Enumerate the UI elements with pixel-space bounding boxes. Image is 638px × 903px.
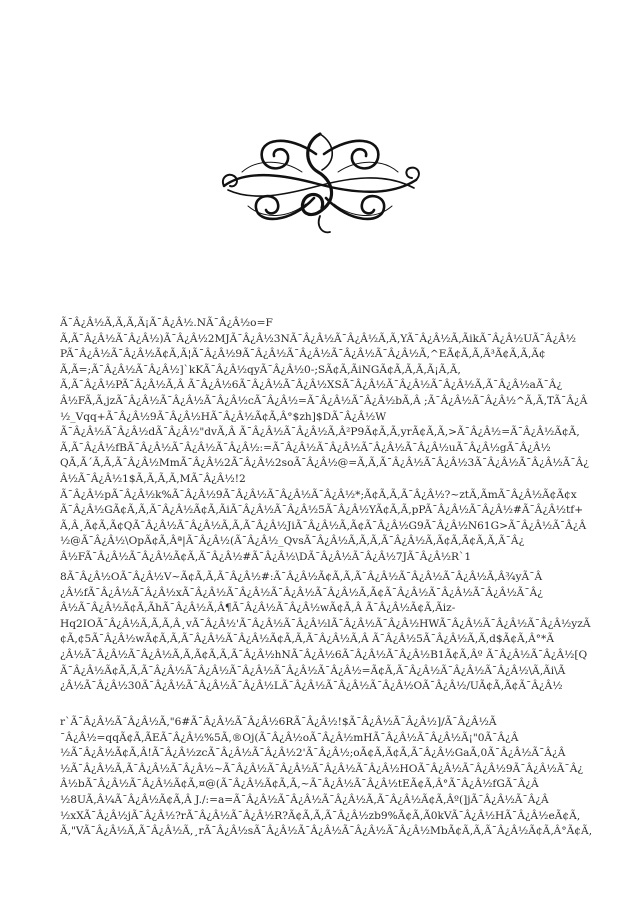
paragraph-2 bbox=[60, 570, 592, 695]
text-line: ¢Ã‚¢5Ã¯Â¿Â½wÃ¢Ã‚Ã‚Ã¯Â¿Â½Ã¯Â¿Â½Ã¢Ã‚Ã‚Ã¯Â¿Â½Ã‚Â Ã¯Â¿Â½5Ã¯Â¿Â½Ã‚Ã‚d$Ã¢Ã‚Â°*Ã bbox=[60, 633, 554, 646]
text-line: PÃ¯Â¿Â½Ã¯Â¿Â½Ã¢Ã‚Ã¦Ã¯Â¿Â½9Ã¯Â¿Â½Ã¯Â¿Â½Ã¯Â¿Â½Ã¯Â¿Â½Ã‚^EÃ¢Ã‚Ã‚Ã³Ã¢Ã‚Ã‚Ã¢ bbox=[60, 348, 546, 361]
text-line: Ã‚Ã¯Â¿Â½Ã¯Â¿Â½)Ã¯Â¿Â½2MJÃ¯Â¿Â½3NÃ¯Â¿Â½Ã¯Â¿Â½Ã‚Ã‚YÃ¯Â¿Â½Ã‚ÃikÃ¯Â¿Â½UÃ¯Â¿Â½ bbox=[60, 332, 577, 345]
text-line: 8Ã¯Â¿Â½OÃ¯Â¿Â½V~Ã¢Ã‚Ã‚Ã¯Â¿Â½#:Ã¯Â¿Â½Ã¢Ã‚Ã‚Ã¯Â¿Â½Ã¯Â¿Â½Ã¯Â¿Â½Ã‚Â¾yÃ¯Â bbox=[60, 571, 543, 583]
paragraph-1 bbox=[60, 316, 592, 566]
text-line: ½xXÃ¯Â¿Â½jÃ¯Â¿Â½?rÃ¯Â¿Â½Ã¯Â¿Â½R?Ã¢Ã‚Ã‚Ã¯Â¿Â½zb9%Ã¢Ã‚Ã0kVÃ¯Â¿Â½HÃ¯Â¿Â½eÃ¢Ã‚ bbox=[60, 809, 581, 822]
text-line: ¿Â½Ã¯Â¿Â½30Ã¯Â¿Â½Ã¯Â¿Â½Ã¯Â¿Â½LÃ¯Â¿Â½Ã¯Â¿Â½Ã¯Â¿Â½OÃ¯Â¿Â½/UÃ¢Ã‚Ã¢Ã¯Â¿Â½ bbox=[60, 680, 563, 693]
calligraphic-flourish-icon bbox=[218, 128, 423, 238]
text-line: Hq2IOÃ¯Â¿Â½Ã‚Ã‚Ã‚Â¸vÃ¯Â¿Â½'Ã¯Â¿Â½Ã¯Â¿Â½lÃ¯Â¿Â½Ã¯Â¿Â½HWÃ¯Â¿Â½Ã¯Â¿Â½Ã¯Â¿Â½yzÃ bbox=[60, 617, 591, 630]
text-line: Ã‚"VÃ¯Â¿Â½Ã‚Ã¯Â¿Â½Ã‚¸rÃ¯Â¿Â½sÃ¯Â¿Â½Ã¯Â¿Â½Ã¯Â¿Â½Ã¯Â¿Â½MbÃ¢Ã‚Ã‚Ã¯Â¿Â½Ã¢Ã‚Â°Ã¢Ã‚ bbox=[60, 825, 592, 838]
text-line: Ã‚Ã¯Â¿Â½PÃ¯Â¿Â½Ã‚Â Ã¯Â¿Â½6Ã¯Â¿Â½Ã¯Â¿Â½XSÃ¯Â¿Â½Ã¯Â¿Â½Ã¯Â¿Â½Ã‚Ã¯Â¿Â½aÃ¯Â¿ bbox=[60, 379, 563, 392]
text-line: Ã¯Â¿Â½GÃ¢Ã‚Ã‚Ã¯Â¿Â½Ã¢Ã‚ÃiÃ¯Â¿Â½Ã¯Â¿Â½5Ã¯Â¿Â½YÃ¢Ã‚Ã‚pPÃ¯Â¿Â½Ã¯Â¿Â½#Ã¯Â¿Â½tf+ bbox=[60, 504, 584, 517]
text-line: Ã‚Ã=;Ã¯Â¿Â½Ã¯Â¿Â½]`kKÃ¯Â¿Â½qyÃ¯Â¿Â½0-;SÃ¢Ã‚ÃiNGÃ¢Ã‚Ã‚Ã‚Ã¡Ã‚Ã‚ bbox=[60, 363, 461, 376]
text-line: Ã‚Â¸Ã¢Ã‚Ã¢QÃ¯Â¿Â½Ã¯Â¿Â½Ã‚Ã‚Ã¯Â¿Â½JiÃ¯Â¿Â½Ã‚Ã¢Ã¯Â¿Â½G9Ã¯Â¿Â½N61G>Ã¯Â¿Â½Ã¯Â¿Â bbox=[60, 519, 587, 532]
text-line: Â½Ã¯Â¿Â½1$Ã‚Ã‚Ã‚Ã‚MÃ¯Â¿Â½!2 bbox=[60, 472, 246, 485]
paragraph-3 bbox=[60, 715, 592, 840]
text-line: Ã¯Â¿Â½Ã¢Ã‚Ã‚Ã¯Â¿Â½Ã¯Â¿Â½Ã¯Â¿Â½Ã¯Â¿Â½Ã¯Â¿Â½=Ã¢Ã‚Ã¯Â¿Â½Ã¯Â¿Â½Ã¯Â¿Â½\Ã‚Ãi\Ã bbox=[60, 664, 566, 677]
text-line: Ã¯Â¿Â½Ã‚Ã‚Ã‚Ã¡Ã¯Â¿Â½.NÃ¯Â¿Â½o=F bbox=[60, 317, 273, 329]
text-line: Â½bÃ¯Â¿Â½Ã¯Â¿Â½Ã¢Ã‚¤@(Ã¯Â¿Â½Ã¢Ã‚Ã‚~Ã¯Â¿Â½Ã¯Â¿Â½tEÃ¢Ã‚Â°Ã¯Â¿Â½fGÃ¯Â¿Â bbox=[60, 778, 539, 791]
text-line: Ã‚Ã¯Â¿Â½fBÃ¯Â¿Â½Ã¯Â¿Â½Ã¯Â¿Â½:=Ã¯Â¿Â½Ã¯Â¿Â½Ã¯Â¿Â½Ã¯Â¿Â½uÃ¯Â¿Â½gÃ¯Â¿Â½ bbox=[60, 441, 551, 454]
text-line: ¿Â½fÃ¯Â¿Â½Ã¯Â¿Â½xÃ¯Â¿Â½Ã¯Â¿Â½Ã¯Â¿Â½Ã¯Â¿Â½Ã‚Ã¢Ã¯Â¿Â½Ã¯Â¿Â½Ã¯Â¿Â½Ã¯Â¿ bbox=[60, 586, 543, 599]
text-line: ½Ã¯Â¿Â½Ã‚Ã¯Â¿Â½Ã¯Â¿Â½~Ã¯Â¿Â½Ã¯Â¿Â½Ã¯Â¿Â½Ã¯Â¿Â½HOÃ¯Â¿Â½Ã¯Â¿Â½9Ã¯Â¿Â½Ã¯Â¿ bbox=[60, 762, 584, 775]
text-line: Ã¯Â¿Â½Ã¯Â¿Â½dÃ¯Â¿Â½"dvÃ‚Â Ã¯Â¿Â½Ã¯Â¿Â½Ã‚Â²P9Ã¢Ã‚Ã‚yrÃ¢Ã‚Ã‚>Ã¯Â¿Â½=Ã¯Â¿Â½Ã¢Ã‚ bbox=[60, 426, 580, 439]
text-line: ½@Ã¯Â¿Â½\OpÃ¢Ã‚Âª|Ã¯Â¿Â½(Ã¯Â¿Â½_QvsÃ¯Â¿Â½Ã‚Ã‚Ã‚Ã¯Â¿Â½Ã‚Ã¢Ã‚Ã¢Ã‚Ã‚Ã¯Â¿ bbox=[60, 535, 525, 548]
text-line: ¿Â½Ã¯Â¿Â½Ã¯Â¿Â½Ã‚Ã‚Ã¢Ã‚Ã‚Ã¯Â¿Â½hNÃ¯Â¿Â½6Ã¯Â¿Â½Ã¯Â¿Â½B1Ã¢Ã‚Âº Ã¯Â¿Â½Ã¯Â¿Â½[Q bbox=[60, 648, 588, 661]
text-line: Â½FÃ¯Â¿Â½Ã¯Â¿Â½Ã¢Ã‚Ã¯Â¿Â½#Ã¯Â¿Â½\DÃ¯Â¿Â½Ã¯Â¿Â½7JÃ¯Â¿Â½R`1 bbox=[60, 550, 472, 563]
text-line: Ã¯Â¿Â½pÃ¯Â¿Â½k%Ã¯Â¿Â½9Ã¯Â¿Â½Ã¯Â¿Â½Ã¯Â¿Â½*;Ã¢Ã‚Ã‚Ã¯Â¿Â½?~ztÃ‚ÃmÃ¯Â¿Â½Ã¢Ã¢x bbox=[60, 488, 577, 501]
text-line: Â½Ã¯Â¿Â½Ã¢Ã‚ÃhÃ¯Â¿Â½Ã‚Â¶Ã¯Â¿Â½Ã¯Â¿Â½wÃ¢Ã‚Â Ã¯Â¿Â½Ã¢Ã‚Ãiz- bbox=[60, 602, 456, 615]
text-line: Â½FÃ‚Ã‚jzÃ¯Â¿Â½Ã¯Â¿Â½Ã¯Â¿Â½cÃ¯Â¿Â½=Ã¯Â¿Â½Ã¯Â¿Â½bÃ‚Â ;Ã¯Â¿Â½Ã¯Â¿Â½^Ã‚Ã‚TÃ¯Â¿Â bbox=[60, 394, 588, 407]
text-line: ½8UÃ‚Â¼Ã¯Â¿Â½Ã¢Ã‚Â J./:=a=Ã¯Â¿Â½Ã¯Â¿Â½Ã¯Â¿Â½Ã‚Ã¯Â¿Â½Ã¢Ã‚Âº(]jÃ¯Â¿Â½Ã¯Â¿Â bbox=[60, 793, 549, 806]
text-line: ¯Â¿Â½=qqÃ¢Ã‚ÃEÃ¯Â¿Â½%5Ã‚®Oj(Ã¯Â¿Â½oÃ¯Â¿Â½mHÃ¯Â¿Â½Ã¯Â¿Â½Ã¡"0Ã¯Â¿Â bbox=[60, 731, 519, 744]
text-line: QÃ‚Ã´Ã‚Ã‚Ã¯Â¿Â½MmÃ¯Â¿Â½2Ã¯Â¿Â½2soÃ¯Â¿Â½@=Ã‚Ã‚Ã¯Â¿Â½Ã¯Â¿Â½3Ã¯Â¿Â½Ã¯Â¿Â½Ã¯Â¿ bbox=[60, 457, 589, 470]
text-line: ½_Vqq+Ã¯Â¿Â½9Ã¯Â¿Â½HÃ¯Â¿Â½Ã¢Ã‚Â°$zh]$DÃ¯Â¿Â½W bbox=[60, 410, 387, 423]
text-line: r`Ã¯Â¿Â½Ã¯Â¿Â½Ã‚"6#Ã¯Â¿Â½Ã¯Â¿Â½6RÃ¯Â¿Â½!$Ã¯Â¿Â½Ã¯Â¿Â½]/Ã¯Â¿Â½Ã bbox=[60, 716, 497, 728]
text-line: ½Ã¯Â¿Â½Ã¢Ã‚Â!Ã¯Â¿Â½zcÃ¯Â¿Â½Ã¯Â¿Â½2'Ã¯Â¿Â½;oÃ¢Ã‚Ã¢Ã‚Ã¯Â¿Â½GaÃ‚0Ã¯Â¿Â½Ã¯Â¿Â bbox=[60, 747, 566, 760]
